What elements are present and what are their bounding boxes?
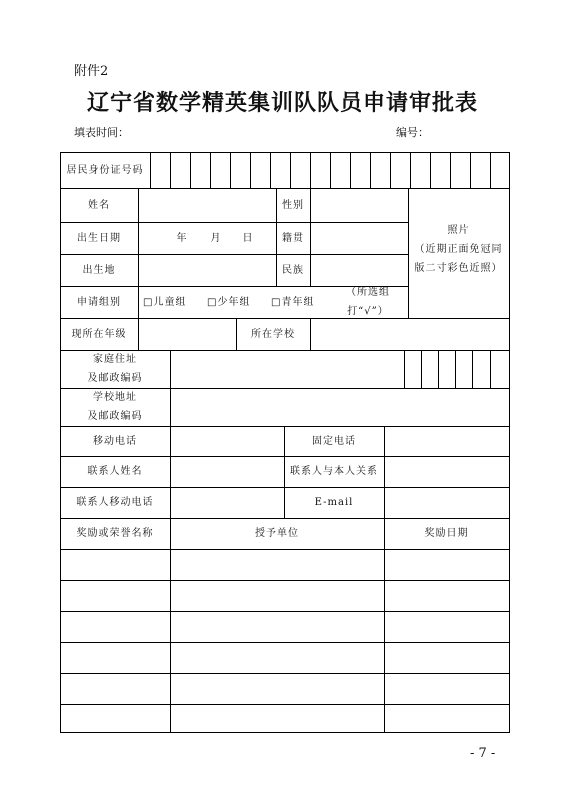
school-label: 所在学校 [251,328,295,340]
native-place-label: 籍贯 [282,232,304,244]
gender-label: 性别 [282,199,304,211]
mobile-label: 移动电话 [93,435,137,447]
school-address-label-line-2: 及邮政编码 [87,411,143,422]
home-address-label [60,350,170,388]
landline-label: 固定电话 [312,435,356,447]
fill-time-label: 填表时间： [74,126,129,139]
contact-name-label: 联系人姓名 [87,466,143,477]
birthdate-month-label: 月 [210,232,222,244]
photo-area [408,204,509,294]
award-date-label: 奖励日期 [424,528,469,539]
page-title: 辽宁省数学精英集训队队员申请审批表 [86,91,478,116]
photo-label: 照片 [447,224,470,236]
contact-mobile-label: 联系人移动电话 [76,497,154,508]
home-address-label-line-2: 及邮政编码 [87,373,143,384]
contact-relation-label: 联系人与本人关系 [290,466,378,477]
school-address-label [60,388,170,426]
ethnicity-label: 民族 [282,264,304,276]
awarding-unit-label: 授予单位 [255,528,299,539]
email-label: E-mail [314,497,354,508]
name-label: 姓名 [88,199,110,211]
birthdate-label: 出生日期 [77,232,121,244]
group-label: 申请组别 [77,296,121,308]
group-selection-note: （所选组打“√”） [346,287,390,317]
school-address-label-line-1: 学校地址 [93,392,137,403]
group-option-junior[interactable]: □少年组 [207,296,251,308]
birthdate-day-label: 日 [242,232,254,244]
grade-label: 现所在年级 [71,328,127,340]
photo-note-line-2: 版二寸彩色近照） [414,262,503,274]
photo-note-line-1: （近期正面免冠同 [414,243,503,255]
serial-number-label: 编号： [396,126,429,139]
birthdate-year-label: 年 [176,232,188,244]
birthplace-label: 出生地 [82,264,116,276]
awards-label: 奖励或荣誉名称 [76,528,154,539]
group-option-youth[interactable]: □青年组 [271,296,315,308]
home-address-label-line-1: 家庭住址 [93,354,137,365]
page-number: - 7 - [470,746,496,761]
attachment-label: 附件2 [74,64,109,79]
group-option-children[interactable]: □儿童组 [143,296,187,308]
id-number-label: 居民身份证号码 [66,164,144,176]
